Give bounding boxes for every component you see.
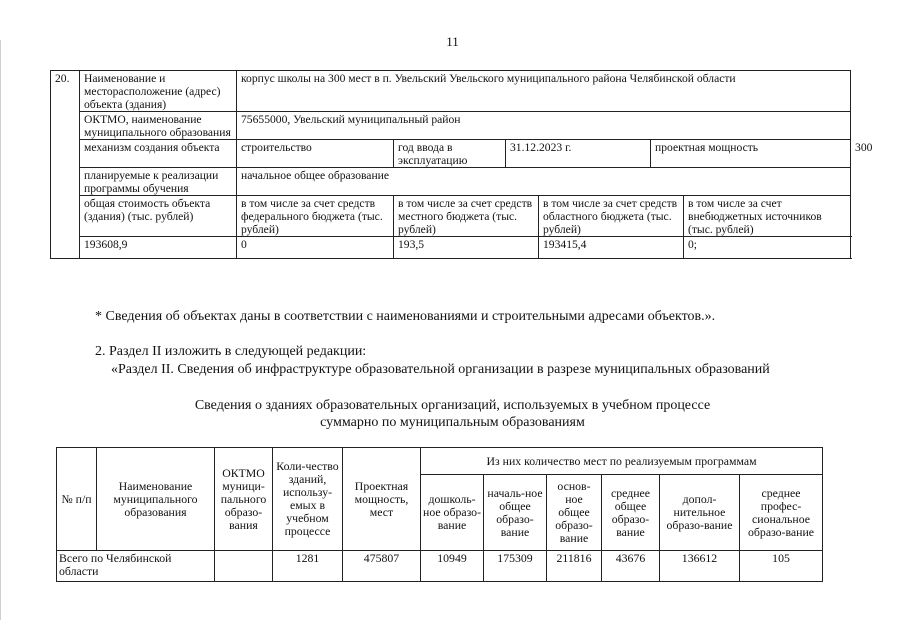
- total-buildings: 1281: [273, 551, 343, 582]
- extra-label: в том числе за счет внебюджетных источников (тыс. рублей): [684, 196, 851, 237]
- summary-title-line2: суммарно по муниципальным образованиям: [320, 415, 585, 430]
- mech-value: строительство: [237, 140, 394, 168]
- header-buildings: Коли-чество зданий, использу-емых в учебном процессе: [273, 448, 343, 551]
- extra-value: 0;: [684, 237, 851, 259]
- header-secondary: среднее общее образо-вание: [602, 475, 660, 551]
- total-primary: 175309: [484, 551, 547, 582]
- header-municipality: Наименование муниципального образования: [97, 448, 215, 551]
- program-label: планируемые к реализации программы обучения: [80, 168, 237, 196]
- oktmo-value: 75655000, Увельский муниципальный район: [237, 112, 851, 140]
- year-value: 31.12.2023 г.: [506, 140, 651, 168]
- name-label: Наименование и месторасположение (адрес) объекта (здания): [80, 71, 237, 112]
- row-number: 20.: [51, 71, 80, 259]
- page-number: 11: [446, 34, 459, 49]
- total-preschool: 10949: [421, 551, 484, 582]
- total-oktmo: [215, 551, 273, 582]
- page-edge: [0, 40, 1, 620]
- mech-label: механизм создания объекта: [80, 140, 237, 168]
- header-group: Из них количество мест по реализуемым программам: [421, 448, 823, 475]
- header-vocational: среднее профес-сиональное образо-вание: [740, 475, 823, 551]
- regional-value: 193415,4: [539, 237, 684, 259]
- header-capacity: Проектная мощность, мест: [343, 448, 421, 551]
- total-basic: 211816: [547, 551, 602, 582]
- name-value: корпус школы на 300 мест в п. Увельский Увельского муниципального района Челябинской области: [237, 71, 851, 112]
- local-label: в том числе за счет средств местного бюджета (тыс. рублей): [394, 196, 539, 237]
- section-title: «Раздел II. Сведения об инфраструктуре образовательной организации в разрезе муниципальных образований: [111, 362, 770, 377]
- header-oktmo: ОКТМО муници-пального образо-вания: [215, 448, 273, 551]
- regional-label: в том числе за счет средств областного бюджета (тыс. рублей): [539, 196, 684, 237]
- total-vocational: 105: [740, 551, 823, 582]
- header-num: № п/п: [57, 448, 97, 551]
- total-capacity: 475807: [343, 551, 421, 582]
- capacity-label: проектная мощность: [651, 140, 851, 168]
- footnote: * Сведения об объектах даны в соответствии с наименованиями и строительными адресами объектов.».: [95, 309, 716, 324]
- header-additional: допол-нительное образо-вание: [660, 475, 740, 551]
- header-preschool: дошколь-ное образо-вание: [421, 475, 484, 551]
- cost-value: 193608,9: [80, 237, 237, 259]
- header-basic: основ-ное общее образо-вание: [547, 475, 602, 551]
- cost-label: общая стоимость объекта (здания) (тыс. рублей): [80, 196, 237, 237]
- total-additional: 136612: [660, 551, 740, 582]
- header-primary: началь-ное общее образо-вание: [484, 475, 547, 551]
- program-value: начальное общее образование: [237, 168, 851, 196]
- oktmo-label: ОКТМО, наименование муниципального образования: [80, 112, 237, 140]
- year-label: год ввода в эксплуатацию: [394, 140, 506, 168]
- federal-label: в том числе за счет средств федерального бюджета (тыс. рублей): [237, 196, 394, 237]
- section-instruction: 2. Раздел II изложить в следующей редакции:: [95, 344, 367, 359]
- total-label: Всего по Челябинской области: [57, 551, 215, 582]
- object-table: 20. Наименование и месторасположение (адрес) объекта (здания) корпус школы на 300 мест в п. Увельский Увельского муниципального района Челябинской области ОКТМО, наименование муниципального образования 75655000, Увельский муниципальный район механизм создания объекта строительство год ввода в эксплуатацию 31.12.2023 г. проектная мощность 300 планируемые к реализации программы обучения начальное общее образование общая стоимость объекта (здания) (тыс. рублей) в том числе за счет средств федерального бюджета (тыс. рублей) в том числе за счет средств местного бюджета (тыс. рублей) в том числе за счет средств областного бюджета (тыс. рублей) в том числе за счет внебюджетных источников (тыс. рублей) 193608,9 0 193,5 193415,4 0;: [50, 70, 851, 259]
- summary-title-line1: Сведения о зданиях образовательных организаций, используемых в учебном процессе: [194, 398, 711, 413]
- total-secondary: 43676: [602, 551, 660, 582]
- summary-table: [56, 447, 823, 582]
- federal-value: 0: [237, 237, 394, 259]
- local-value: 193,5: [394, 237, 539, 259]
